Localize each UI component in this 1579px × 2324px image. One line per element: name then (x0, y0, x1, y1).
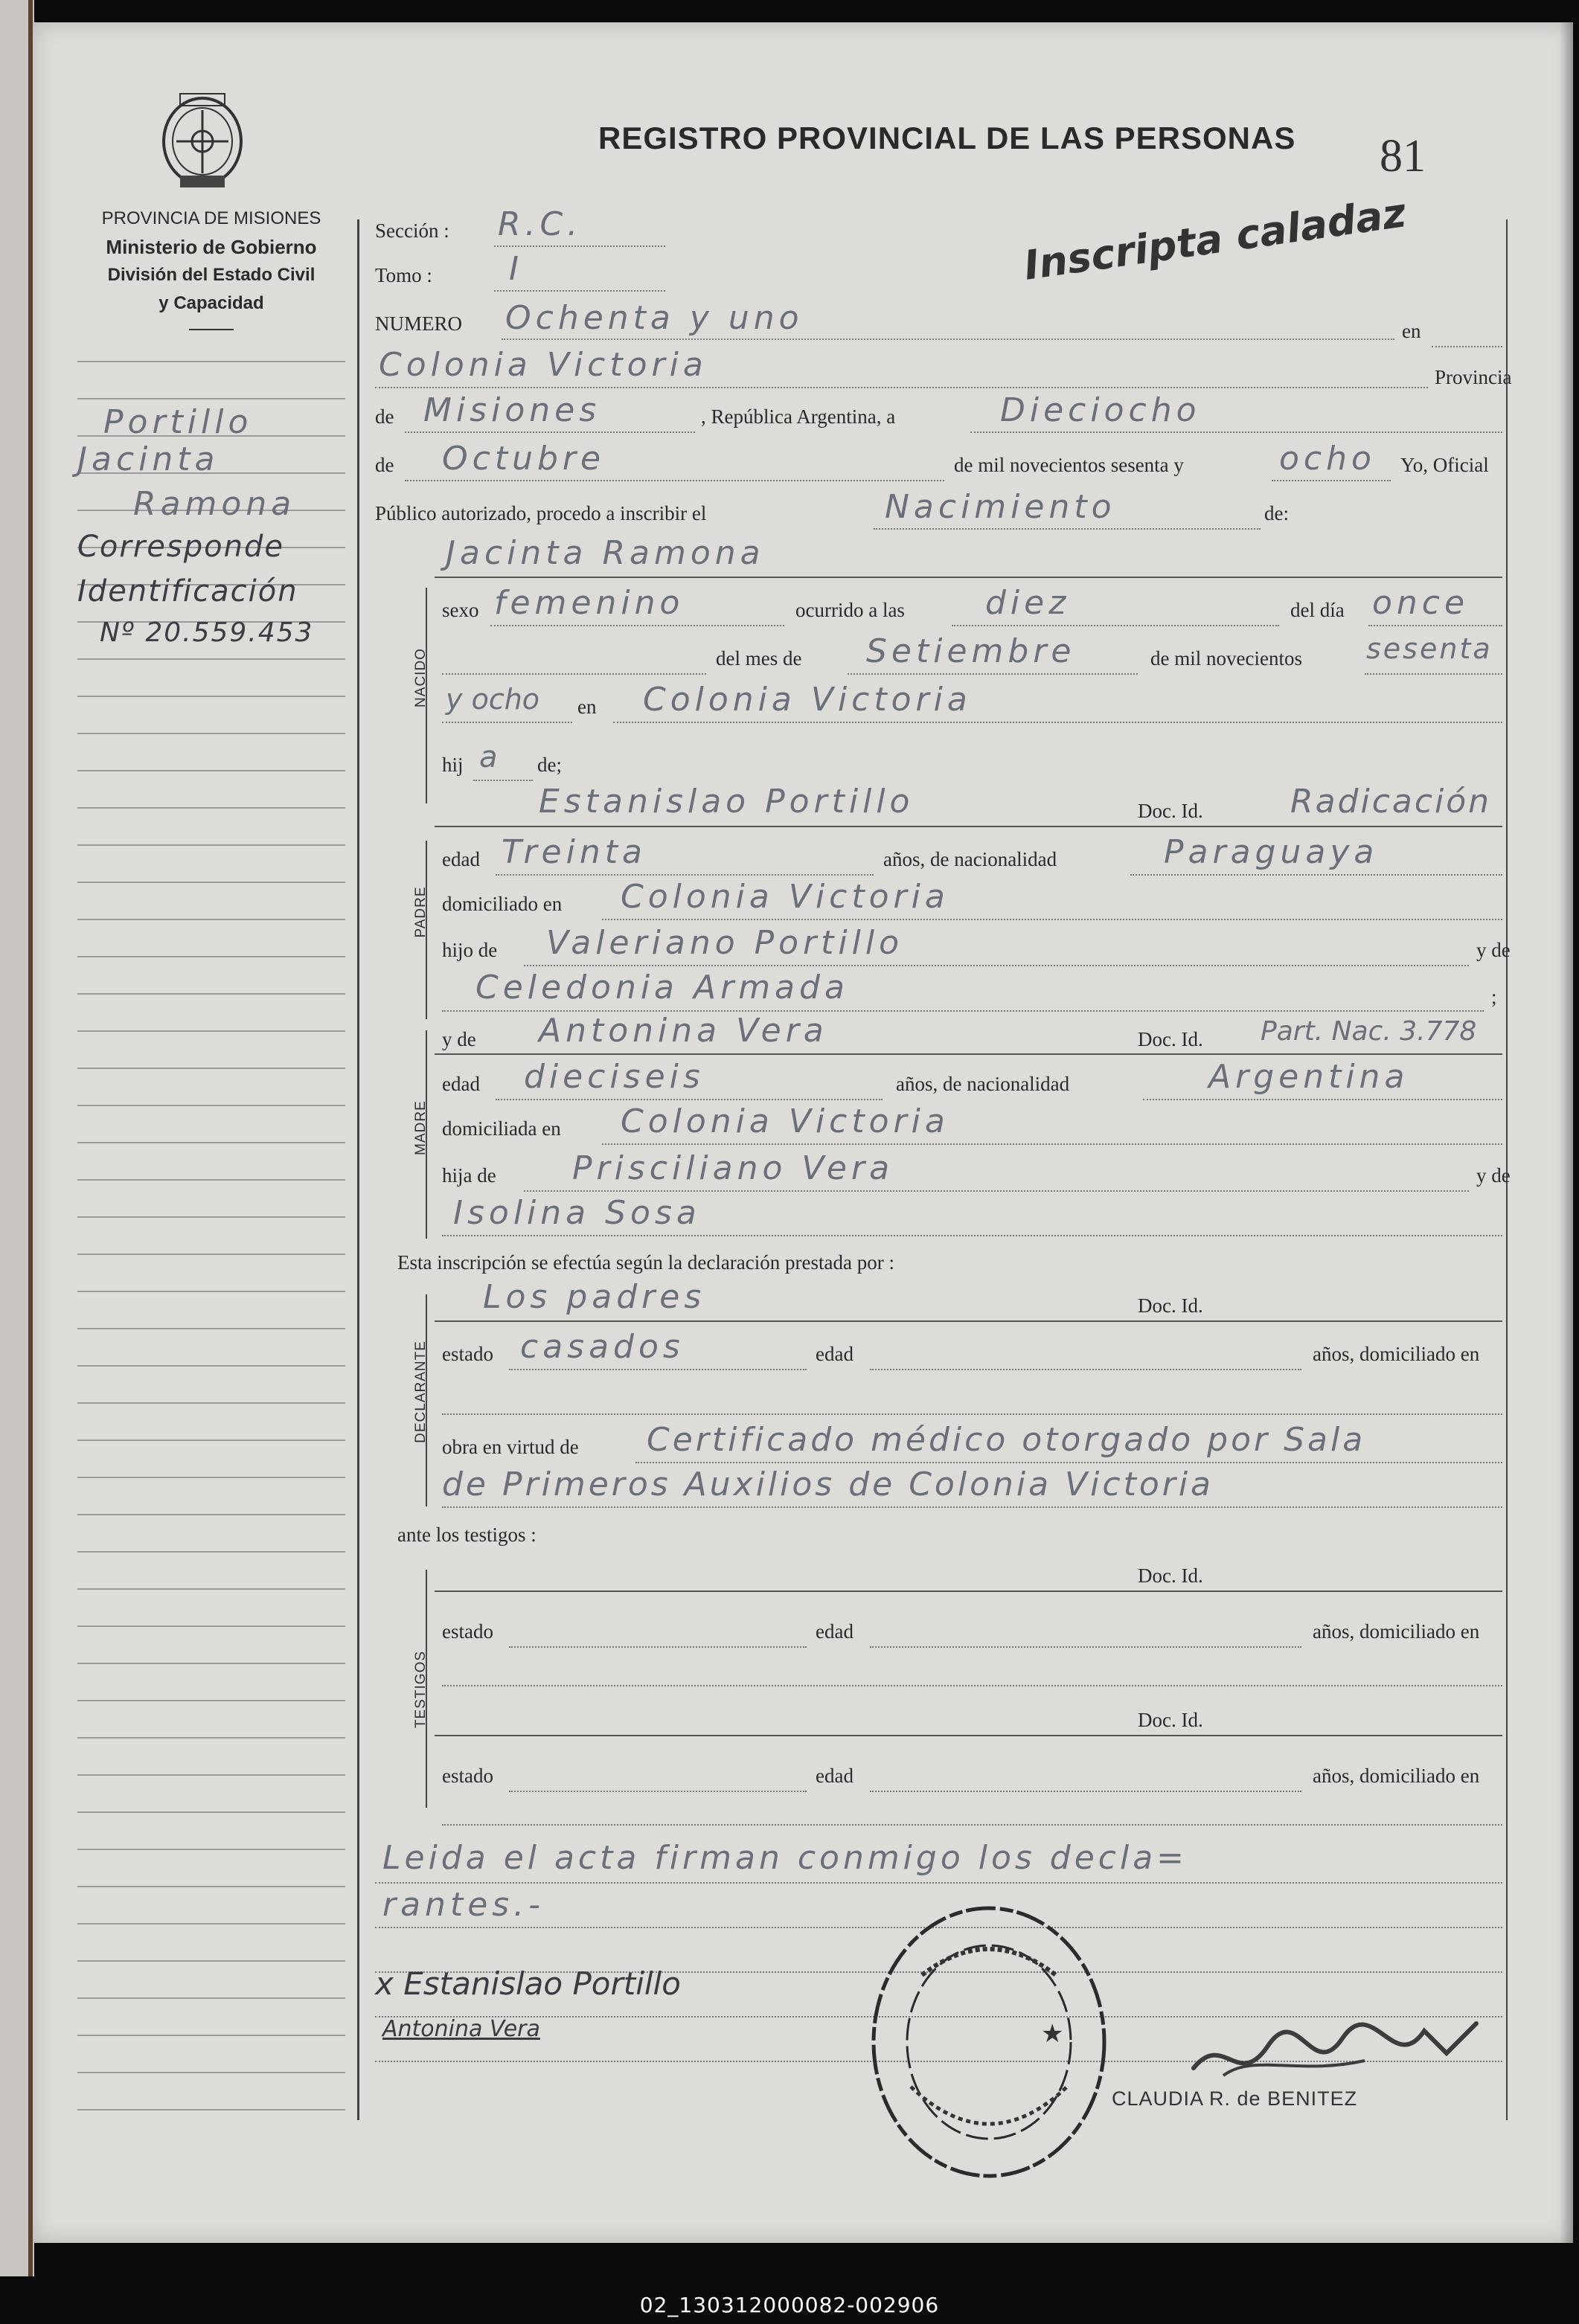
value-acto: Nacimiento (885, 488, 1116, 526)
value-mes: Octubre (442, 440, 606, 478)
value-dia: Dieciocho (1000, 391, 1201, 429)
line-declarante (435, 1320, 1502, 1322)
value-tomo: I (509, 250, 523, 288)
label-madre-edad: edad (442, 1073, 480, 1095)
main-divider (357, 219, 359, 2120)
line-en (1432, 346, 1502, 347)
line-madre-edad (496, 1099, 883, 1100)
label-declarante-edad: edad (816, 1343, 853, 1365)
margin-note-name-2: Ramona (133, 485, 296, 523)
side-label-padre: PADRE (413, 886, 429, 938)
signature-father: x Estanislao Portillo (375, 1965, 681, 2002)
register-page (33, 22, 1573, 2243)
value-padre-dom: Colonia Victoria (621, 878, 949, 916)
value-anio-nac-1: sesenta (1366, 632, 1493, 665)
line-obra-1 (635, 1462, 1502, 1463)
value-cierre-1: Leida el acta firman conmigo los decla= (382, 1839, 1188, 1877)
value-declarante: Los padres (483, 1278, 706, 1316)
line-hij-suffix (473, 780, 533, 781)
margin-note-identificacion: Identificación (77, 574, 298, 609)
label-testigo-1-estado: estado (442, 1620, 493, 1643)
value-madre-madre: Isolina Sosa (453, 1194, 701, 1232)
label-republica: , República Argentina, a (701, 405, 896, 428)
margin-note-id-number: Nº 20.559.453 (100, 617, 314, 648)
value-padre-padre: Valeriano Portillo (546, 924, 904, 962)
line-obra-2 (442, 1506, 1502, 1508)
label-publico: Público autorizado, procedo a inscribir el (375, 502, 707, 524)
label-de-provincia: de (375, 405, 394, 428)
value-anio-nac-2: y ocho (446, 683, 540, 716)
line-testigo-1-dom (442, 1685, 1502, 1686)
line-declarante-edad (870, 1369, 1301, 1370)
value-sexo: femenino (494, 584, 685, 622)
label-de-semicolon: de; (537, 754, 562, 776)
label-testigo-1-domicilio: años, domiciliado en (1313, 1620, 1480, 1643)
document-title: REGISTRO PROVINCIAL DE LAS PERSONAS (598, 121, 1296, 155)
label-yo-oficial: Yo, Oficial (1400, 454, 1489, 476)
line-testigo-2-dom (442, 1824, 1502, 1826)
label-hija-de: hija de (442, 1164, 496, 1187)
label-testigo-2-edad: edad (816, 1765, 853, 1787)
agency-line-4: y Capacidad (158, 293, 264, 313)
label-testigo-2-domicilio: años, domiciliado en (1313, 1765, 1480, 1787)
margin-note-surname: Portillo (103, 403, 253, 441)
label-mil-novecientos: de mil novecientos sesenta y (954, 454, 1184, 476)
line-padre-nombre (435, 826, 1502, 827)
line-madre-nac (1143, 1099, 1502, 1100)
official-stamp-icon (855, 1893, 1123, 2191)
label-testigo-2-estado: estado (442, 1765, 493, 1787)
page-shadow (1560, 22, 1573, 2243)
value-obra-2: de Primeros Auxilios de Colonia Victoria (442, 1466, 1214, 1503)
line-anio-nac-1 (1365, 673, 1502, 675)
signature-mother: Antonina Vera (382, 2016, 540, 2042)
label-padre-edad: edad (442, 848, 480, 870)
value-cierre-2: rantes.- (382, 1886, 545, 1924)
svg-text:★: ★ (1041, 2019, 1064, 2049)
value-padre-nac: Paraguaya (1164, 833, 1379, 871)
label-numero: NUMERO (375, 312, 463, 335)
value-padre-nombre: Estanislao Portillo (539, 783, 915, 821)
label-padre-nacionalidad: años, de nacionalidad (883, 848, 1057, 870)
side-label-testigos: TESTIGOS (413, 1650, 429, 1729)
line-numero (502, 338, 1394, 340)
line-nac-blank (442, 673, 706, 675)
line-padre-nac (1130, 874, 1502, 876)
line-dia-nac (1368, 625, 1502, 626)
value-padre-doc: Radicación (1290, 783, 1492, 821)
label-de-mes: de (375, 454, 394, 476)
label-obra: obra en virtud de (442, 1436, 579, 1458)
value-numero: Ochenta y uno (505, 299, 804, 337)
margin-note-name-1: Jacinta (77, 440, 220, 478)
line-padre-dom (602, 919, 1502, 920)
value-dia-nac: once (1372, 584, 1470, 622)
value-madre-padre: Prisciliano Vera (572, 1149, 894, 1187)
line-dia (970, 431, 1502, 433)
line-provincia (405, 431, 695, 433)
line-anio-nac-2 (442, 722, 572, 723)
value-hora: diez (985, 584, 1071, 622)
line-testigo-2-edad (870, 1791, 1301, 1792)
line-nombre (435, 577, 1502, 578)
label-y-de-madre: y de (442, 1028, 476, 1050)
agency-divider (189, 329, 234, 330)
label-declarante-domicilio: años, domiciliado en (1313, 1343, 1480, 1365)
side-label-madre: MADRE (413, 1100, 429, 1155)
label-inscripcion: Esta inscripción se efectúa según la declaración prestada por : (397, 1251, 894, 1274)
margin-note-corresponde: Corresponde (77, 530, 284, 564)
label-seccion: Sección : (375, 219, 449, 242)
line-cierre-1 (375, 1882, 1502, 1884)
line-anio (1272, 480, 1391, 481)
label-del-mes: del mes de (716, 647, 802, 670)
line-testigo-1 (435, 1590, 1502, 1592)
label-y-de-padre: y de (1476, 939, 1511, 961)
line-acto (874, 528, 1261, 530)
label-semicolon: ; (1491, 986, 1497, 1008)
label-padre-doc: Doc. Id. (1138, 800, 1203, 822)
value-hij-suffix: a (479, 740, 498, 774)
image-id: 02_130312000082-002906 (639, 2293, 940, 2317)
line-seccion (494, 245, 665, 247)
line-madre-padre (524, 1190, 1469, 1192)
line-madre-dom (602, 1143, 1502, 1145)
line-padre-edad (496, 874, 874, 876)
line-madre-nombre (435, 1053, 1502, 1055)
value-madre-dom: Colonia Victoria (621, 1102, 949, 1140)
label-declarante-doc: Doc. Id. (1138, 1294, 1203, 1317)
label-madre-domicilio: domiciliada en (442, 1117, 561, 1140)
line-padre-padre (524, 965, 1469, 966)
label-hijo-de: hijo de (442, 939, 498, 961)
label-declarante-estado: estado (442, 1343, 493, 1365)
value-lugar: Colonia Victoria (379, 346, 708, 384)
agency-line-3: División del Estado Civil (107, 265, 316, 285)
value-obra-1: Certificado médico otorgado por Sala (647, 1421, 1366, 1459)
line-testigo-2-estado (509, 1791, 807, 1792)
label-ante-testigos: ante los testigos : (397, 1524, 537, 1546)
line-madre-madre (442, 1235, 1502, 1236)
label-testigo-1-doc: Doc. Id. (1138, 1564, 1203, 1587)
value-padre-madre: Celedonia Armada (475, 969, 849, 1007)
value-madre-nac: Argentina (1208, 1058, 1409, 1096)
label-en: en (1402, 320, 1421, 342)
label-en-nac: en (577, 696, 597, 718)
label-y-de-madre-2: y de (1476, 1164, 1511, 1187)
agency-line-2: Ministerio de Gobierno (106, 236, 317, 258)
label-padre-domicilio: domiciliado en (442, 893, 563, 915)
value-madre-doc: Part. Nac. 3.778 (1261, 1016, 1477, 1047)
page-number: 81 (1380, 131, 1426, 182)
value-padre-edad: Treinta (502, 833, 647, 871)
label-madre-nacionalidad: años, de nacionalidad (896, 1073, 1070, 1095)
line-declarante-estado (509, 1369, 807, 1370)
value-madre-edad: dieciseis (524, 1058, 705, 1096)
label-hij: hij (442, 754, 464, 776)
line-lugar (375, 387, 1428, 388)
label-de-colon: de: (1264, 502, 1289, 524)
line-hora (952, 625, 1279, 626)
label-madre-doc: Doc. Id. (1138, 1028, 1203, 1050)
value-anio: ocho (1279, 440, 1376, 478)
agency-line-1: PROVINCIA DE MISIONES (101, 208, 321, 228)
line-testigo-2 (435, 1735, 1502, 1736)
value-mes-nac: Setiembre (866, 632, 1076, 670)
line-testigo-1-edad (870, 1646, 1301, 1648)
line-mes (405, 480, 944, 481)
value-declarante-estado: casados (520, 1328, 685, 1366)
side-label-nacido: NACIDO (413, 648, 429, 707)
value-seccion: R.C. (498, 205, 583, 243)
line-tomo (494, 290, 665, 292)
coat-of-arms-icon (158, 88, 247, 192)
label-testigo-2-doc: Doc. Id. (1138, 1709, 1203, 1731)
label-tomo: Tomo : (375, 264, 432, 286)
label-del-dia: del día (1290, 599, 1345, 621)
value-lugar-nac: Colonia Victoria (643, 681, 972, 719)
label-ocurrido: ocurrido a las (795, 599, 905, 621)
line-declarante-dom (442, 1413, 1502, 1415)
line-lugar-nac (613, 722, 1502, 723)
inscription-annotation: Inscripta caladaz (1021, 189, 1409, 289)
value-provincia: Misiones (423, 391, 601, 429)
line-mes-nac (848, 673, 1138, 675)
value-nombre: Jacinta Ramona (446, 534, 765, 572)
line-sexo (490, 625, 784, 626)
value-madre-nombre: Antonina Vera (539, 1012, 828, 1050)
label-provincia: Provincia (1435, 366, 1512, 388)
line-testigo-1-estado (509, 1646, 807, 1648)
label-sexo: sexo (442, 599, 479, 621)
label-testigo-1-edad: edad (816, 1620, 853, 1643)
label-de-mil-novecientos: de mil novecientos (1150, 647, 1302, 670)
side-label-declarante: DECLARANTE (413, 1341, 429, 1443)
official-name: CLAUDIA R. de BENITEZ (1112, 2087, 1358, 2110)
